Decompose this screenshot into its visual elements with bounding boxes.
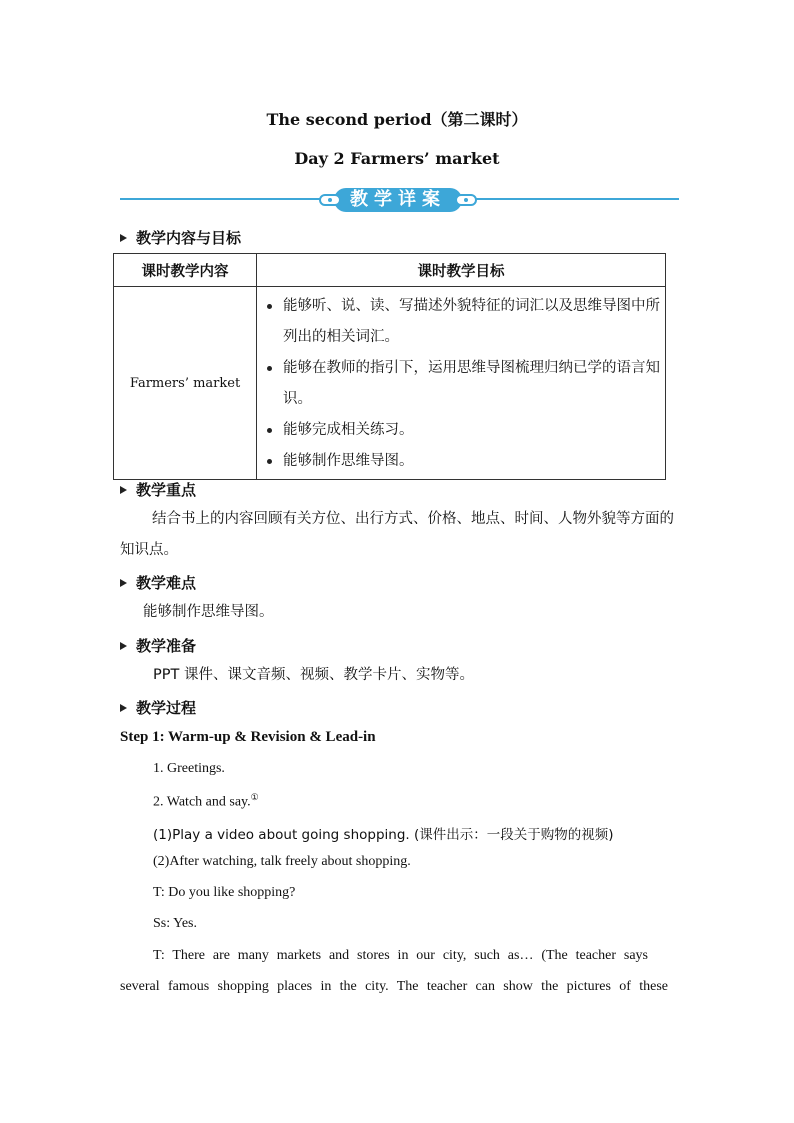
difficulties-text: 能够制作思维导图。 — [143, 604, 274, 620]
heading-text: 教学重点 — [136, 481, 197, 499]
heading-text: 教学内容与目标 — [136, 229, 242, 247]
banner-line-left — [120, 198, 320, 200]
goal-text: 能够在教师的指引下，运用思维导图梳理归纳已学的语言知识。 — [283, 360, 660, 407]
process-line: T: Do you like shopping? — [153, 885, 296, 900]
process-line — [153, 792, 259, 811]
header-content: 课时教学内容 — [114, 254, 257, 287]
banner-line-right — [476, 198, 679, 200]
document-title: The second period（第二课时） — [266, 110, 528, 129]
heading-process — [120, 697, 196, 718]
process-line: Ss: Yes. — [153, 916, 197, 931]
goals-table — [113, 253, 666, 480]
triangle-bullet-icon — [120, 486, 127, 494]
table-row — [114, 287, 666, 480]
section-banner — [318, 186, 478, 214]
heading-text: 教学过程 — [136, 699, 197, 717]
key-points-text: 结合书上的内容回顾有关方位、出行方式、价格、地点、时间、人物外貌等方面的知识点。 — [120, 511, 674, 558]
header-goals: 课时教学目标 — [257, 254, 666, 287]
banner-text: 教学详案 — [350, 189, 446, 210]
goal-item — [263, 291, 661, 353]
bullet-icon — [267, 366, 272, 371]
goal-text: 能够制作思维导图。 — [283, 453, 414, 469]
lesson-goals-cell — [257, 287, 666, 480]
process-line: (2)After watching, talk freely about shopping. — [153, 854, 411, 869]
footnote-marker: ① — [250, 792, 259, 802]
bullet-icon — [267, 428, 272, 433]
heading-content-goals — [120, 227, 241, 248]
triangle-bullet-icon — [120, 234, 127, 242]
lesson-content-cell: Farmers’ market — [114, 287, 257, 480]
heading-text: 教学难点 — [136, 574, 197, 592]
goal-item — [263, 415, 661, 446]
triangle-bullet-icon — [120, 579, 127, 587]
process-line: several famous shopping places in the city. The teacher can show the pictures of these — [120, 979, 668, 994]
heading-preparation — [120, 635, 196, 656]
process-line: (1)Play a video about going shopping. (课件出示：一段关于购物的视频) — [153, 827, 614, 843]
triangle-bullet-icon — [120, 642, 127, 650]
process-line-text: 2. Watch and say. — [153, 794, 251, 810]
goal-text: 能够完成相关练习。 — [283, 422, 414, 438]
preparation-text: PPT 课件、课文音频、视频、教学卡片、实物等。 — [153, 667, 474, 683]
document-subtitle: Day 2 Farmers’ market — [294, 149, 500, 168]
heading-key-points — [120, 479, 196, 500]
bullet-icon — [267, 459, 272, 464]
goal-item — [263, 446, 661, 477]
goal-item — [263, 353, 661, 415]
heading-difficulties — [120, 572, 196, 593]
step-1-title: Step 1: Warm-up & Revision & Lead-in — [120, 729, 376, 745]
process-line: T: There are many markets and stores in our city, such as… (The teacher says — [153, 948, 648, 963]
table-header-row — [114, 254, 666, 287]
goal-text: 能够听、说、读、写描述外貌特征的词汇以及思维导图中所列出的相关词汇。 — [283, 298, 660, 345]
bullet-icon — [267, 304, 272, 309]
heading-text: 教学准备 — [136, 637, 197, 655]
process-line: 1. Greetings. — [153, 761, 225, 776]
triangle-bullet-icon — [120, 704, 127, 712]
